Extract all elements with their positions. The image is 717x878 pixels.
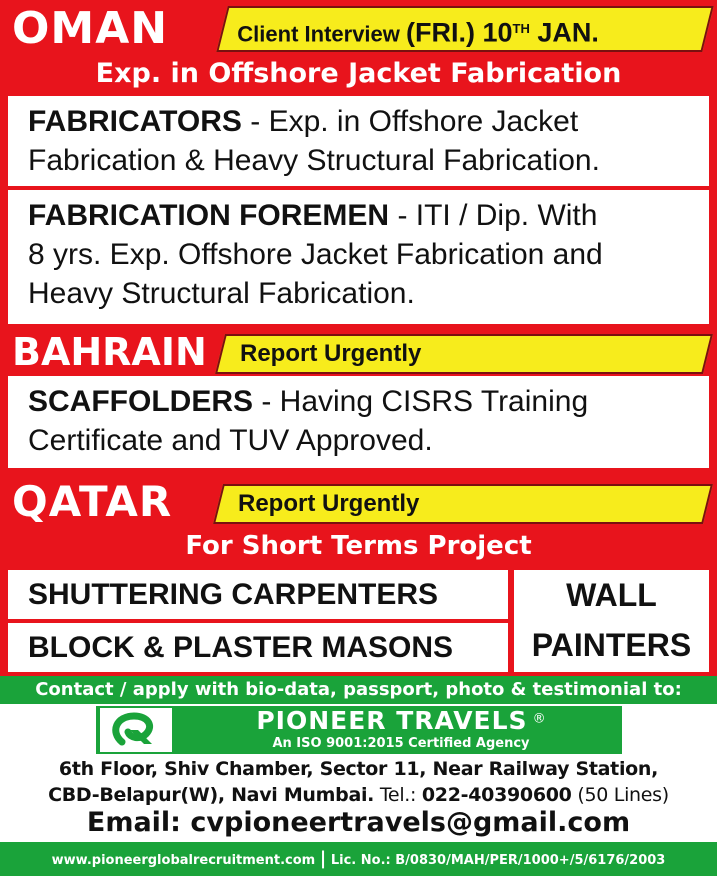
qatar-job-masons: BLOCK & PLASTER MASONS (8, 623, 508, 672)
interview-month: JAN. (529, 17, 599, 48)
qatar-jobs-left (8, 570, 508, 672)
job-desc-line3: Heavy Structural Fabrication. (28, 277, 415, 310)
country-oman: OMAN (12, 3, 169, 54)
bahrain-job-scaffolders (8, 376, 709, 468)
tel-note: (50 Lines) (571, 784, 669, 806)
website-link[interactable]: www.pioneerglobalrecruitment.com (51, 853, 316, 868)
job-desc-line1: - ITI / Dip. With (389, 199, 598, 232)
address-line1: 6th Floor, Shiv Chamber, Sector 11, Near Railway Station, (58, 758, 659, 780)
country-qatar: QATAR (12, 477, 173, 526)
job-desc-line2: 8 yrs. Exp. Offshore Jacket Fabrication and (28, 238, 603, 271)
interview-day: (FRI.) 10 (406, 17, 513, 48)
tel-number: 022-40390600 (421, 784, 572, 806)
qatar-subheading: For Short Terms Project (185, 531, 532, 561)
job-desc-line1: - Exp. in Offshore Jacket (241, 105, 579, 138)
job-title: SCAFFOLDERS (28, 385, 253, 418)
license-number: Lic. No.: B/0830/MAH/PER/1000+/5/6176/2003 (330, 853, 666, 868)
company-logo-block (96, 706, 622, 754)
bahrain-tag (215, 334, 713, 374)
bahrain-tag-label: Report Urgently (240, 340, 422, 367)
qatar-job-carpenters: SHUTTERING CARPENTERS (8, 570, 508, 619)
email-label: Email: (86, 807, 191, 838)
email-line (0, 806, 717, 840)
painters-line1: WALL (566, 577, 657, 613)
email-address[interactable]: cvpioneertravels@gmail.com (190, 807, 631, 838)
company-name: PIONEER TRAVELS (256, 706, 528, 735)
interview-day-suffix: TH (512, 21, 530, 36)
registered-mark: ® (532, 711, 546, 727)
job-desc-line2: Fabrication & Heavy Structural Fabrication. (28, 144, 600, 177)
qatar-tag (213, 484, 713, 524)
certification: An ISO 9001:2015 Certified Agency (272, 736, 530, 751)
tel-label: Tel.: (374, 784, 422, 806)
job-desc-line2: Certificate and TUV Approved. (28, 424, 433, 457)
interview-tag (216, 6, 713, 52)
job-desc-line1: - Having CISRS Training (253, 385, 589, 418)
contact-bar (0, 676, 717, 704)
interview-prefix: Client Interview (237, 21, 407, 47)
qatar-tag-label: Report Urgently (238, 490, 420, 517)
address-locality: CBD-Belapur(W), Navi Mumbai. (48, 784, 375, 806)
pioneer-logo-icon (100, 708, 172, 752)
contact-heading: Contact / apply with bio-data, passport, photo & testimonial to: (35, 679, 682, 700)
oman-job-foremen (8, 190, 709, 324)
footer-bar (0, 842, 717, 876)
country-bahrain: BAHRAIN (12, 330, 207, 374)
job-title: FABRICATION FOREMEN (28, 199, 390, 232)
job-title: FABRICATORS (28, 105, 242, 138)
logo-mark (100, 708, 172, 752)
footer-separator: | (319, 848, 327, 869)
address-line2 (0, 782, 717, 808)
qatar-job-painters (514, 570, 709, 672)
painters-line2: PAINTERS (531, 627, 692, 663)
oman-subheading: Exp. in Offshore Jacket Fabrication (95, 58, 622, 89)
oman-job-fabricators (8, 96, 709, 186)
